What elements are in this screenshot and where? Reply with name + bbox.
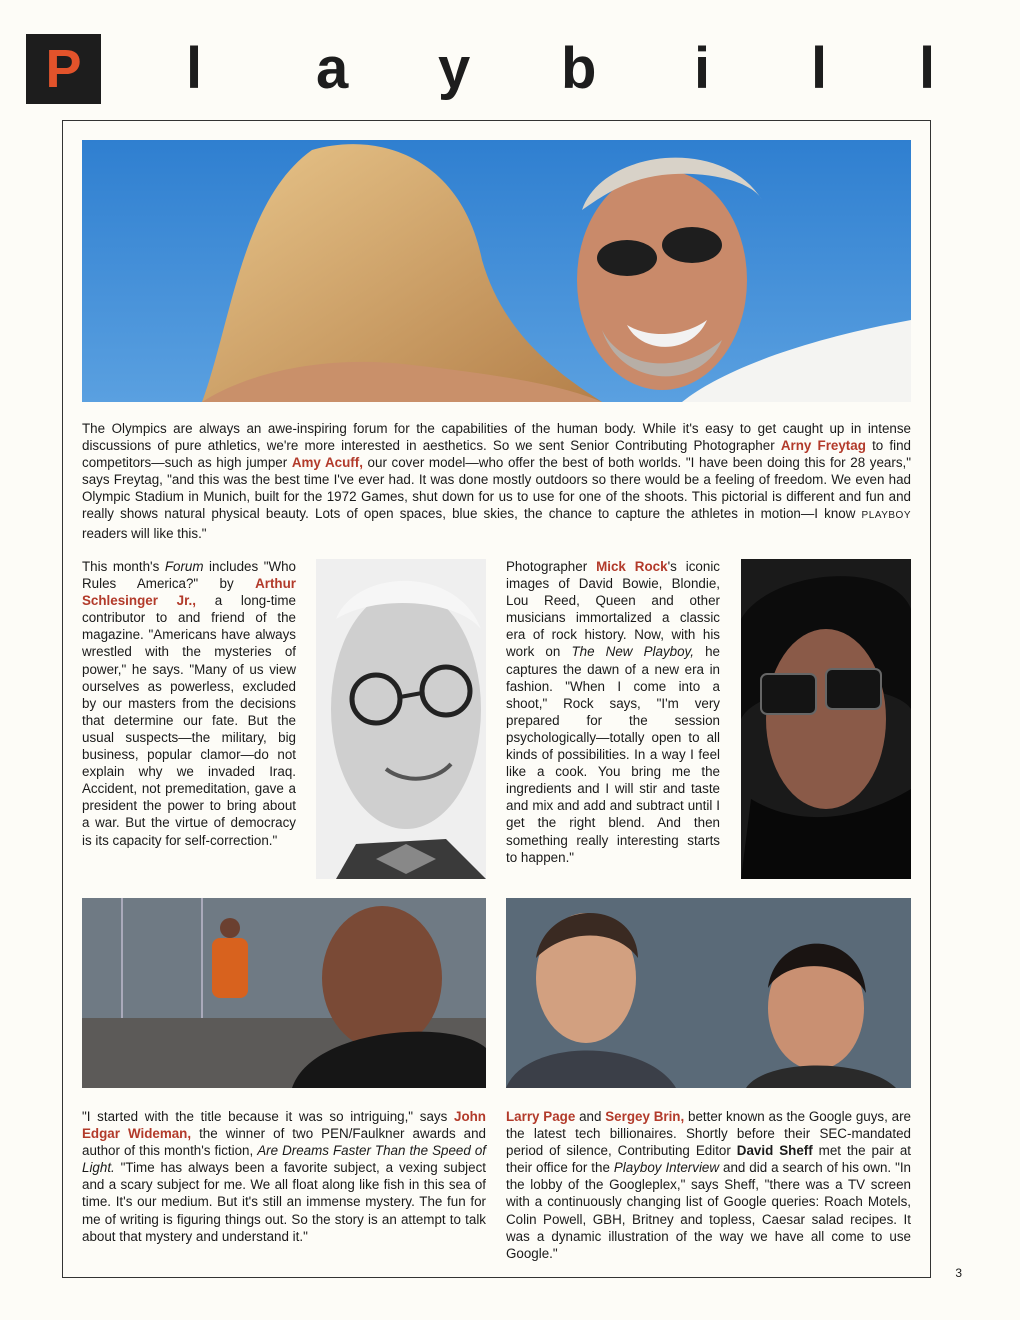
intro-paragraph: The Olympics are always an awe-inspiring forum for the capabilities of the human body. While it's easy to get caught up in intense discussions of pure athletics, we're more interested in aesthetics. So we sent Senior Contributing Photographer Arny Freytag to find competitors—such as high jumper Amy Acuff, our cover model—who offer the best of both worlds. "I have been doing this for 28 years," says Freytag, "and this was the best time I've ever had. It was done mostly outdoors so there would be a feeling of freedom. We even had Olympic Stadium in Munich, built for the 1972 Games, shut down for us to use for one of the shoots. This pictorial is different and fun and really shows natural physical beauty. Lots of open spaces, blue skies, the chance to capture the athletes in motion—I know PLAYBOY readers will like this." — [82, 421, 911, 541]
header-letter: b — [561, 36, 597, 101]
name-john-edgar-wideman: John Edgar Wideman, — [82, 1109, 486, 1142]
name-amy-acuff: Amy Acuff, — [291, 455, 363, 471]
forum-paragraph: This month's Forum includes "Who Rules America?" by Arthur Schlesinger Jr., a long-time contributor to and friend of the magazine. "Americans have always wrestled with the mysteries of power," he says. "Many of us view ourselves as powerless, excluded by our masters from the decisions that determine our fate. But the usual suspects—the military, big business, popular clamor—do not explain why we invaded Iraq. Accident, not premeditation, gave a president the power to bring about a war. But the virtue of democracy is its capacity for self-correction." — [82, 559, 296, 848]
page-number: 3 — [955, 1266, 962, 1280]
hero-photo — [82, 140, 911, 402]
header-p-box — [26, 34, 101, 104]
name-david-sheff: David Sheff — [736, 1143, 813, 1159]
name-sergey-brin: Sergey Brin, — [605, 1109, 685, 1124]
header-letter-p: P — [45, 39, 82, 99]
header-letter: a — [316, 36, 349, 101]
header-letter: l — [186, 36, 203, 101]
name-arthur-schlesinger: Arthur Schlesinger Jr., — [82, 576, 296, 609]
wideman-photo — [82, 898, 486, 1088]
header-letter: l — [811, 36, 828, 101]
name-larry-page: Larry Page — [506, 1109, 576, 1124]
google-founders-photo — [506, 898, 911, 1088]
header-letter: y — [438, 36, 471, 101]
name-mick-rock: Mick Rock — [596, 559, 668, 574]
google-paragraph: Larry Page and Sergey Brin, better known as the Google guys, are the latest tech billionaires. Shortly before their SEC-mandated period of silence, Contributing Editor David Sheff met the pair at their office for the Playboy Interview and did a search of his own. "In the lobby of the Googleplex," says Sheff, "there was a TV screen with a continuously changing list of Google queries: Roach Motels, Colin Powell, GBH, Britney and topless, Caesar salad recipes. It was a dynamic illustration of the way we have all come to use Google." — [506, 1109, 911, 1261]
name-arny-freytag: Arny Freytag — [780, 438, 866, 454]
mick-rock-photo — [741, 559, 911, 879]
brand-playboy: PLAYBOY — [861, 510, 911, 522]
rock-paragraph: Photographer Mick Rock's iconic images of David Bowie, Blondie, Lou Reed, Queen and other musicians immortalized a classic era of rock history. Now, with his work on The New Playboy, he captures the dawn of a new era in fashion. "When I come into a shoot," Rock says, "I'm very prepared for the session psychologically—totally open to all kinds of possibilities. In a way I feel like a cook. You bring me the ingredients and I will stir and taste and mix and add and subtract until I get the right blend. And then something really interesting starts to happen." — [506, 559, 721, 865]
schlesinger-photo — [316, 559, 486, 879]
header-letter: l — [919, 36, 936, 101]
wideman-paragraph: "I started with the title because it was so intriguing," says John Edgar Wideman, the winner of two PEN/Faulkner awards and author of this month's fiction, Are Dreams Faster Than the Speed of Light. "Time has always been a favorite subject, a vexing subject and a scary subject for me. We all float along like fish in this sea of time. It's our medium. But it's still an immense mystery. The fun for me of writing is figuring things out. So the story is an attempt to talk about that mystery and understand it." — [82, 1109, 487, 1244]
header-letter: i — [694, 36, 711, 101]
playbill-header — [26, 34, 946, 104]
